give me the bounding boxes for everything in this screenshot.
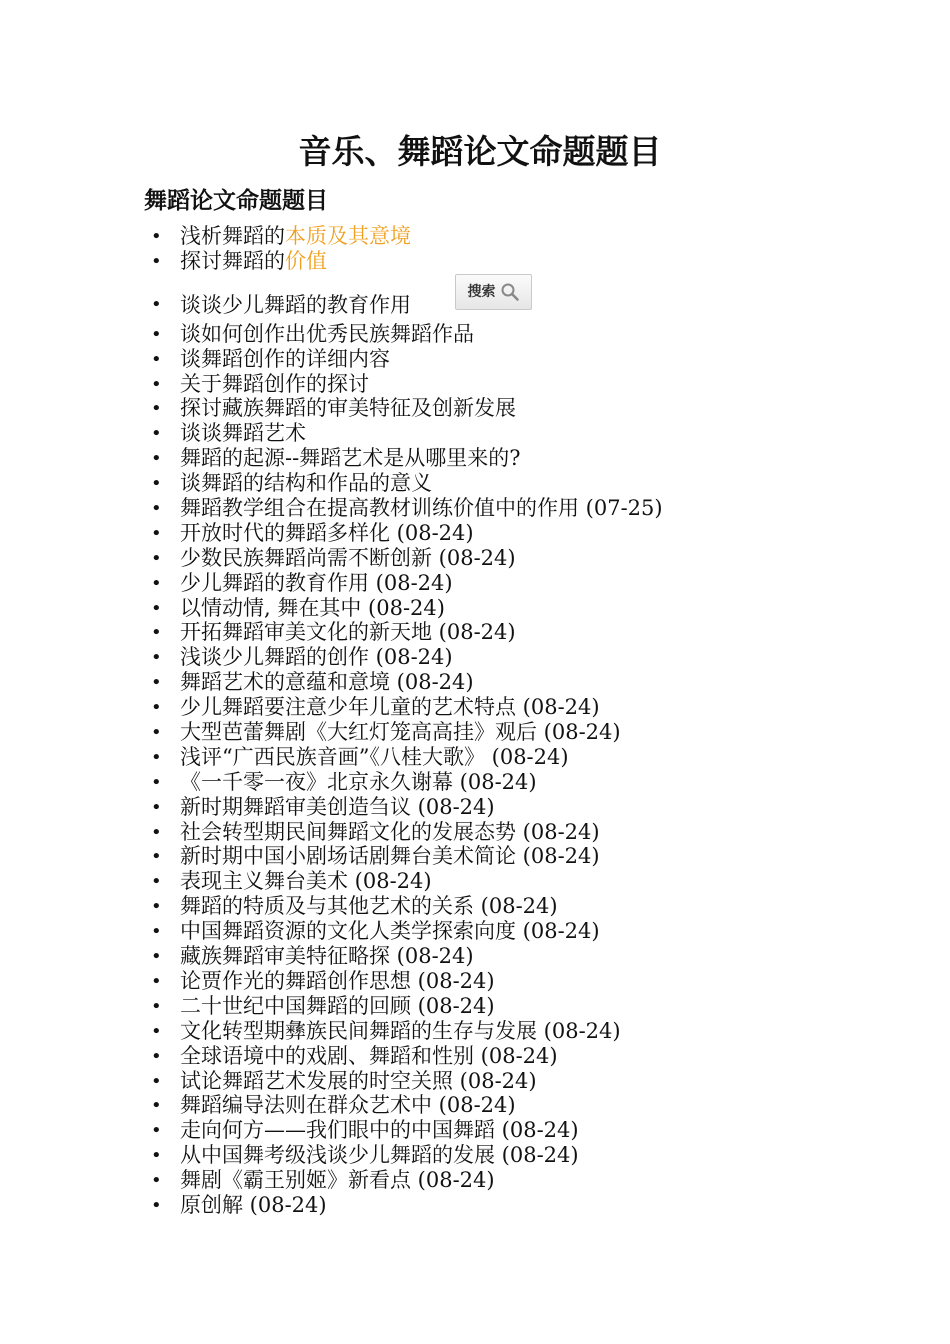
topic-text: 谈如何创作出优秀民族舞蹈作品 bbox=[180, 321, 474, 346]
bullet: • bbox=[151, 946, 162, 968]
list-item bbox=[145, 795, 925, 820]
topic-text: 以情动情, 舞在其中 (08-24) bbox=[180, 595, 445, 620]
list-item bbox=[145, 1193, 925, 1218]
list-item bbox=[145, 1044, 925, 1069]
list-item bbox=[145, 471, 925, 496]
list-item bbox=[145, 944, 925, 969]
search-icon bbox=[500, 282, 520, 302]
list-item bbox=[145, 249, 925, 274]
topic-text: 原创解 (08-24) bbox=[180, 1192, 327, 1217]
topic-text: 谈谈少儿舞蹈的教育作用 bbox=[180, 292, 411, 317]
list-item bbox=[145, 620, 925, 645]
topic-text: 新时期舞蹈审美创造刍议 (08-24) bbox=[180, 794, 495, 819]
bullet: • bbox=[151, 796, 162, 818]
section-heading: 舞蹈论文命题题目 bbox=[144, 188, 328, 214]
list-item bbox=[145, 396, 925, 421]
topic-text: 走向何方——我们眼中的中国舞蹈 (08-24) bbox=[180, 1118, 579, 1143]
topic-text: 浅评“广西民族音画”《八桂大歌》 (08-24) bbox=[180, 744, 569, 769]
list-item bbox=[145, 695, 925, 720]
list-item bbox=[145, 720, 925, 745]
bullet: • bbox=[151, 1095, 162, 1117]
bullet: • bbox=[151, 572, 162, 594]
list-item bbox=[145, 596, 925, 621]
bullet: • bbox=[151, 373, 162, 395]
topic-link[interactable]: 价值 bbox=[285, 248, 327, 273]
list-item bbox=[145, 347, 925, 372]
list-item bbox=[145, 1168, 925, 1193]
list-item bbox=[145, 820, 925, 845]
list-item bbox=[145, 645, 925, 670]
topic-text: 舞剧《霸王别姬》新看点 (08-24) bbox=[180, 1168, 495, 1193]
topic-text: 藏族舞蹈审美特征略探 (08-24) bbox=[180, 944, 474, 969]
list-item bbox=[145, 1019, 925, 1044]
list-item bbox=[145, 969, 925, 994]
page-title: 音乐、舞蹈论文命题题目 bbox=[298, 132, 662, 171]
topic-text: 二十世纪中国舞蹈的回顾 (08-24) bbox=[180, 993, 495, 1018]
topic-text: 开放时代的舞蹈多样化 (08-24) bbox=[180, 520, 474, 545]
list-item bbox=[145, 546, 925, 571]
topic-text: 少儿舞蹈的教育作用 (08-24) bbox=[180, 570, 453, 595]
list-item bbox=[145, 1069, 925, 1094]
bullet: • bbox=[151, 547, 162, 569]
list-item bbox=[145, 994, 925, 1019]
topic-link[interactable]: 本质及其意境 bbox=[285, 224, 411, 248]
list-item bbox=[145, 421, 925, 446]
topic-text: 关于舞蹈创作的探讨 bbox=[180, 371, 369, 396]
topic-text: 表现主义舞台美术 (08-24) bbox=[180, 869, 432, 894]
bullet: • bbox=[151, 647, 162, 669]
bullet: • bbox=[151, 995, 162, 1017]
list-item bbox=[145, 869, 925, 894]
topic-text: 谈谈舞蹈艺术 bbox=[180, 421, 306, 446]
list-item bbox=[145, 224, 925, 249]
list-item bbox=[145, 1143, 925, 1168]
search-button[interactable] bbox=[455, 274, 532, 310]
bullet: • bbox=[151, 622, 162, 644]
bullet: • bbox=[151, 871, 162, 893]
topic-text: 从中国舞考级浅谈少儿舞蹈的发展 (08-24) bbox=[180, 1143, 579, 1168]
bullet: • bbox=[151, 746, 162, 768]
bullet: • bbox=[151, 448, 162, 470]
bullet: • bbox=[151, 1145, 162, 1167]
list-item bbox=[145, 446, 925, 471]
bullet: • bbox=[151, 821, 162, 843]
search-button-label: 搜索 bbox=[467, 283, 496, 300]
bullet: • bbox=[151, 921, 162, 943]
bullet: • bbox=[151, 226, 162, 247]
list-item bbox=[145, 670, 925, 695]
topic-text: 探讨舞蹈的 bbox=[180, 248, 285, 273]
list-item bbox=[145, 745, 925, 770]
topic-text: 舞蹈的特质及与其他艺术的关系 (08-24) bbox=[180, 894, 558, 919]
topic-text: 大型芭蕾舞剧《大红灯笼高高挂》观后 (08-24) bbox=[180, 720, 621, 745]
list-item bbox=[145, 274, 925, 322]
bullet: • bbox=[151, 1070, 162, 1092]
bullet: • bbox=[151, 423, 162, 445]
topic-text: 文化转型期彝族民间舞蹈的生存与发展 (08-24) bbox=[180, 1018, 621, 1043]
topic-text: 开拓舞蹈审美文化的新天地 (08-24) bbox=[180, 620, 516, 645]
bullet: • bbox=[151, 970, 162, 992]
list-item bbox=[145, 521, 925, 546]
bullet: • bbox=[151, 1120, 162, 1142]
bullet: • bbox=[151, 323, 162, 345]
bullet: • bbox=[151, 1045, 162, 1067]
list-item bbox=[145, 372, 925, 397]
topic-text: 浅谈少儿舞蹈的创作 (08-24) bbox=[180, 645, 453, 670]
topic-text: 中国舞蹈资源的文化人类学探索向度 (08-24) bbox=[180, 919, 600, 944]
bullet: • bbox=[151, 771, 162, 793]
topic-list bbox=[145, 224, 925, 1218]
list-item bbox=[145, 844, 925, 869]
topic-text: 探讨藏族舞蹈的审美特征及创新发展 bbox=[180, 396, 516, 421]
bullet: • bbox=[151, 672, 162, 694]
topic-text: 谈舞蹈的结构和作品的意义 bbox=[180, 471, 432, 496]
topic-text: 《一千零一夜》北京永久谢幕 (08-24) bbox=[180, 769, 537, 794]
bullet: • bbox=[151, 522, 162, 544]
bullet: • bbox=[151, 1170, 162, 1192]
bullet: • bbox=[151, 1020, 162, 1042]
topic-text: 少儿舞蹈要注意少年儿童的艺术特点 (08-24) bbox=[180, 695, 600, 720]
bullet: • bbox=[151, 293, 162, 315]
list-item bbox=[145, 894, 925, 919]
bullet: • bbox=[151, 398, 162, 420]
topic-text: 舞蹈的起源--舞蹈艺术是从哪里来的? bbox=[180, 446, 521, 471]
topic-text: 社会转型期民间舞蹈文化的发展态势 (08-24) bbox=[180, 819, 600, 844]
topic-text: 新时期中国小剧场话剧舞台美术简论 (08-24) bbox=[180, 844, 600, 869]
bullet: • bbox=[151, 597, 162, 619]
topic-text: 少数民族舞蹈尚需不断创新 (08-24) bbox=[180, 545, 516, 570]
bullet: • bbox=[151, 473, 162, 495]
list-item bbox=[145, 919, 925, 944]
list-item bbox=[145, 1118, 925, 1143]
list-item bbox=[145, 322, 925, 347]
topic-text: 谈舞蹈创作的详细内容 bbox=[180, 346, 390, 371]
topic-text: 论贾作光的舞蹈创作思想 (08-24) bbox=[180, 968, 495, 993]
list-item bbox=[145, 1093, 925, 1118]
list-item bbox=[145, 770, 925, 795]
topic-text: 舞蹈艺术的意蕴和意境 (08-24) bbox=[180, 670, 474, 695]
topic-text: 舞蹈编导法则在群众艺术中 (08-24) bbox=[180, 1093, 516, 1118]
list-item bbox=[145, 496, 925, 521]
bullet: • bbox=[151, 1194, 162, 1216]
bullet: • bbox=[151, 722, 162, 744]
bullet: • bbox=[151, 250, 162, 272]
bullet: • bbox=[151, 846, 162, 868]
list-item bbox=[145, 571, 925, 596]
bullet: • bbox=[151, 697, 162, 719]
topic-text: 浅析舞蹈的 bbox=[180, 224, 285, 248]
bullet: • bbox=[151, 896, 162, 918]
bullet: • bbox=[151, 348, 162, 370]
topic-text: 全球语境中的戏剧、舞蹈和性别 (08-24) bbox=[180, 1043, 558, 1068]
bullet: • bbox=[151, 498, 162, 520]
topic-text: 舞蹈教学组合在提高教材训练价值中的作用 (07-25) bbox=[180, 496, 663, 521]
topic-text: 试论舞蹈艺术发展的时空关照 (08-24) bbox=[180, 1068, 537, 1093]
